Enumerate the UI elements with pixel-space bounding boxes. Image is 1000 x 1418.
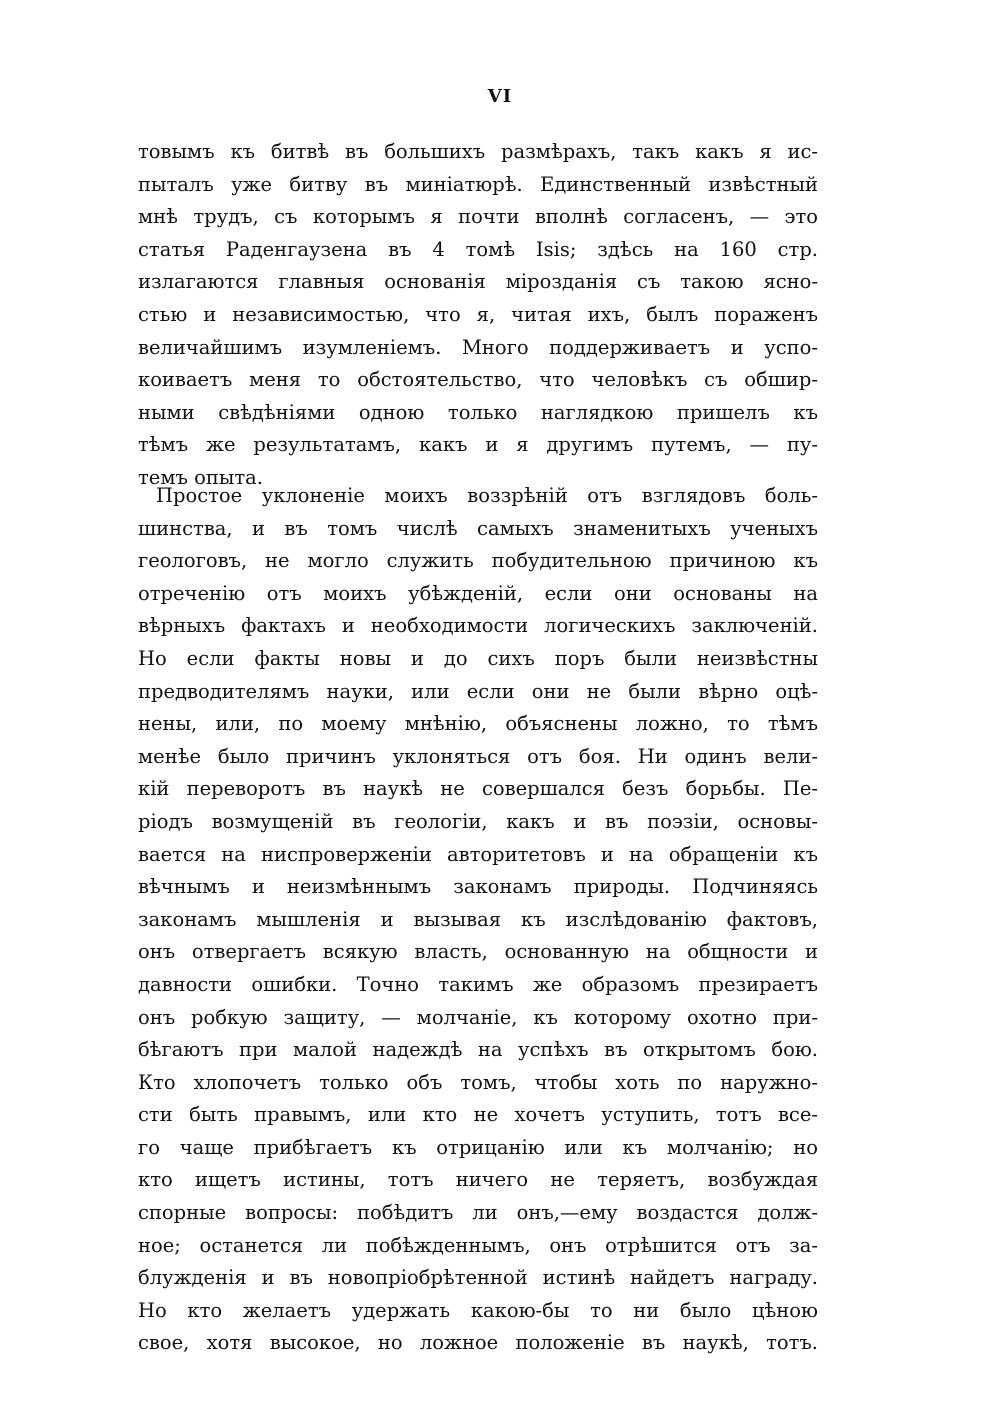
text-line: свое, хотя высокое, но ложное положеніе въ наукѣ, тотъ. — [138, 1331, 818, 1355]
text-line: го чаще прибѣгаетъ къ отрицанію или къ молчанію; но — [138, 1135, 818, 1159]
text-line: бѣгаютъ при малой надеждѣ на успѣхъ въ открытомъ бою. — [138, 1038, 818, 1062]
text-line: стью и независимостью, что я, читая ихъ, былъ пораженъ — [138, 302, 818, 326]
text-line: кто ищетъ истины, тотъ ничего не теряетъ, возбуждая — [138, 1168, 818, 1192]
text-line: онъ робкую защиту, — молчаніе, къ которому охотно при- — [138, 1005, 818, 1029]
paragraph-1 — [138, 136, 818, 495]
text-line: излагаются главныя основанія мірозданія съ такою ясно- — [138, 270, 818, 294]
text-line: кій переворотъ въ наукѣ не совершался безъ борьбы. Пе- — [138, 777, 818, 801]
text-line: отреченію отъ моихъ убѣжденій, если они основаны на — [138, 581, 818, 605]
text-line: давности ошибки. Точно такимъ же образомъ презираетъ — [138, 972, 818, 996]
text-line: товымъ къ битвѣ въ большихъ размѣрахъ, такъ какъ я ис- — [138, 140, 818, 163]
paragraph-2 — [138, 480, 818, 1360]
page-number: VI — [487, 86, 513, 107]
text-line: предводителямъ науки, или если они не были вѣрно оцѣ- — [138, 679, 818, 703]
text-line: Кто хлопочетъ только объ томъ, чтобы хоть по наружно- — [138, 1070, 818, 1094]
text-line: сти быть правымъ, или кто не хочетъ уступить, тотъ все- — [138, 1103, 818, 1127]
text-line: блужденія и въ новопріобрѣтенной истинѣ найдетъ награду. — [138, 1266, 818, 1290]
text-line: менѣе было причинъ уклоняться отъ боя. Ни одинъ вели- — [138, 744, 818, 768]
text-line: ными свѣдѣніями одною только наглядкою пришелъ къ — [138, 400, 818, 424]
text-line: законамъ мышленія и вызывая къ изслѣдованію фактовъ, — [138, 907, 818, 931]
text-line: коиваетъ меня то обстоятельство, что человѣкъ съ обшир- — [138, 368, 818, 392]
text-line: темъ опыта. — [138, 465, 263, 489]
text-line: мнѣ трудъ, съ которымъ я почти вполнѣ согласенъ, — это — [138, 205, 818, 229]
text-line: величайшимъ изумленіемъ. Много поддерживаетъ и успо- — [138, 335, 818, 359]
text-line: статья Раденгаузена въ 4 томѣ Isis; здѣсь на 160 стр. — [138, 237, 818, 261]
text-line: вѣчнымъ и неизмѣннымъ законамъ природы. Подчиняясь — [138, 875, 818, 899]
text-line: Но если факты новы и до сихъ поръ были неизвѣстны — [138, 646, 818, 670]
text-line: пыталъ уже битву въ миніатюрѣ. Единственный извѣстный — [138, 172, 818, 196]
text-line: спорные вопросы: побѣдитъ ли онъ,—ему воздастся долж- — [138, 1201, 818, 1225]
text-line: геологовъ, не могло служить побудительною причиною къ — [138, 549, 818, 573]
text-line: ріодъ возмущеній въ геологіи, какъ и въ поэзіи, основы- — [138, 809, 818, 833]
text-line: Простое уклоненіе моихъ воззрѣній отъ взглядовъ боль- — [156, 484, 818, 507]
text-line: онъ отвергаетъ всякую власть, основанную на общности и — [138, 940, 818, 964]
text-line: тѣмъ же результатамъ, какъ и я другимъ путемъ, — пу- — [138, 433, 818, 457]
text-line: шинства, и въ томъ числѣ самыхъ знаменитыхъ ученыхъ — [138, 516, 818, 540]
text-line: вѣрныхъ фактахъ и необходимости логическихъ заключеній. — [138, 614, 818, 638]
text-line: нены, или, по моему мнѣнію, объяснены ложно, то тѣмъ — [138, 712, 818, 736]
text-line: ное; останется ли побѣжденнымъ, онъ отрѣшится отъ за- — [138, 1233, 818, 1257]
text-line: Но кто желаетъ удержать какою-бы то ни было цѣною — [138, 1298, 818, 1322]
text-line: вается на ниспроверженіи авторитетовъ и на обращеніи къ — [138, 842, 818, 866]
